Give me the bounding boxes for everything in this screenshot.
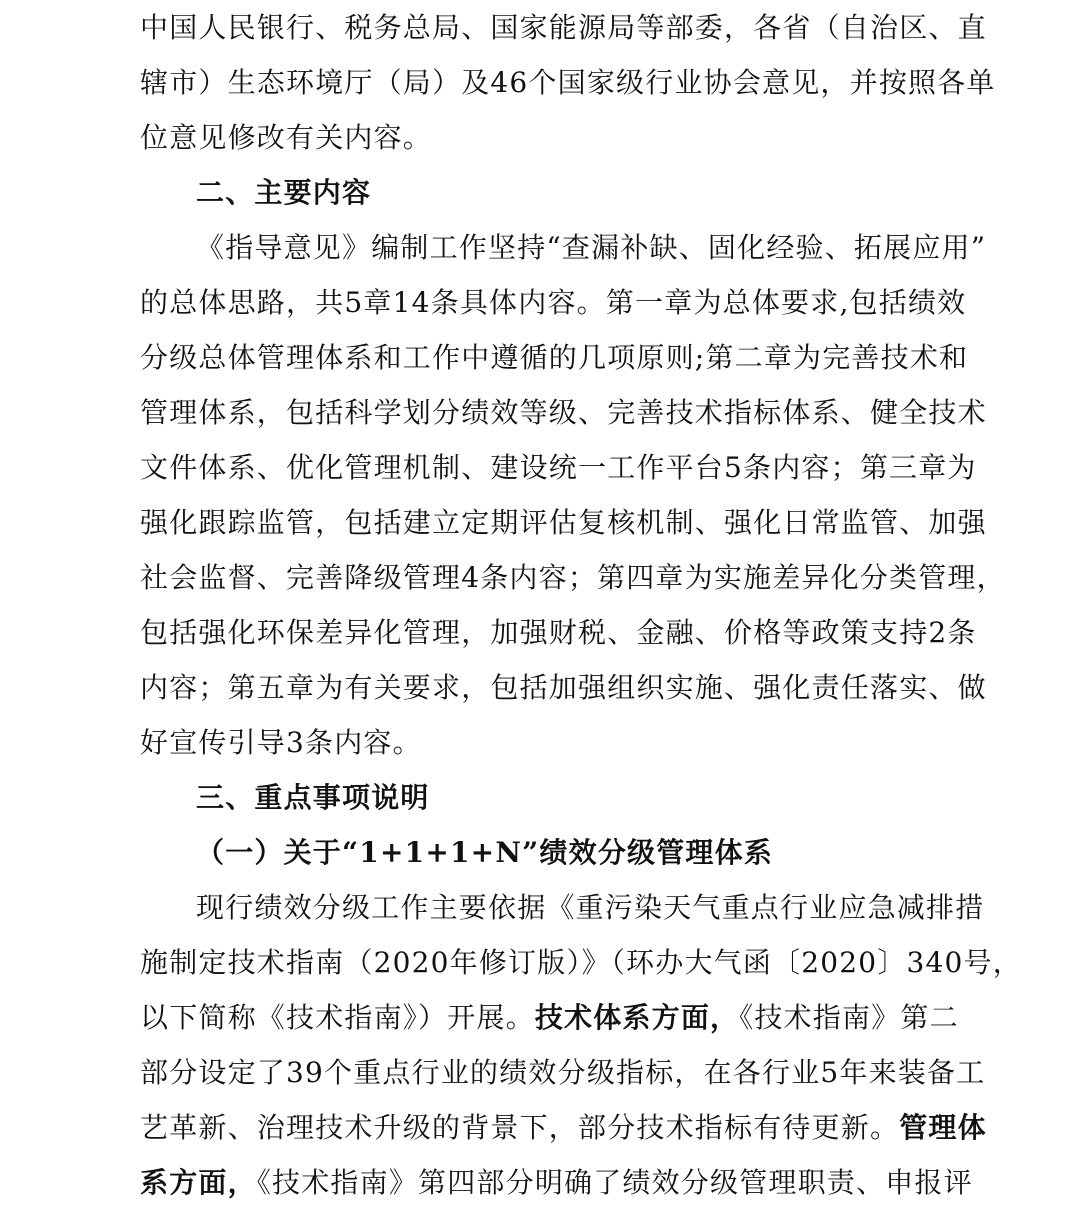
section3-line-4: 部分设定了39个重点行业的绩效分级指标，在各行业5年来装备工 xyxy=(140,1056,986,1089)
section3-line-1: 现行绩效分级工作主要依据《重污染天气重点行业应急减排措 xyxy=(196,891,985,924)
section2-line-7: 社会监督、完善降级管理4条内容；第四章为实施差异化分类管理， xyxy=(140,561,1006,594)
section3-line-5-bold: 管理体 xyxy=(899,1111,987,1144)
section-heading-key-matters: 三、重点事项说明 xyxy=(196,781,430,814)
section2-line-6: 强化跟踪监管，包括建立定期评估复核机制、强化日常监管、加强 xyxy=(140,506,987,539)
section2-line-5: 文件体系、优化管理机制、建设统一工作平台5条内容；第三章为 xyxy=(140,451,977,484)
section3-line-6 xyxy=(140,1155,973,1210)
section3-line-6-part-b: 《技术指南》第四部分明确了绩效分级管理职责、申报评 xyxy=(256,1166,973,1199)
section2-line-4: 管理体系，包括科学划分绩效等级、完善技术指标体系、健全技术 xyxy=(140,396,987,429)
section2-line-2: 的总体思路，共5章14条具体内容。第一章为总体要求,包括绩效 xyxy=(140,286,967,319)
section3-line-3-part-b: 《技术指南》第二 xyxy=(739,1001,959,1034)
section2-line-8: 包括强化环保差异化管理，加强财税、金融、价格等政策支持2条 xyxy=(140,616,977,649)
intro-line-2: 辖市）生态环境厅（局）及46个国家级行业协会意见，并按照各单 xyxy=(140,66,996,99)
section3-line-5 xyxy=(140,1100,987,1155)
section-heading-main-content: 二、主要内容 xyxy=(196,176,372,209)
section3-line-5-part-a: 艺革新、治理技术升级的背景下，部分技术指标有待更新。 xyxy=(140,1111,900,1144)
section2-line-9: 内容；第五章为有关要求，包括加强组织实施、强化责任落实、做 xyxy=(140,671,987,704)
intro-line-3: 位意见修改有关内容。 xyxy=(140,121,433,154)
intro-line-1: 中国人民银行、税务总局、国家能源局等部委，各省（自治区、直 xyxy=(140,11,987,44)
section3-line-2: 施制定技术指南（2020年修订版）》（环办大气函〔2020〕340号， xyxy=(140,946,1022,979)
subsection-heading-1: （一）关于“1+1+1+N”绩效分级管理体系 xyxy=(196,836,774,869)
section3-line-3 xyxy=(140,990,959,1045)
section2-line-1: 《指导意见》编制工作坚持“查漏补缺、固化经验、拓展应用” xyxy=(196,231,987,264)
section2-line-3: 分级总体管理体系和工作中遵循的几项原则;第二章为完善技术和 xyxy=(140,341,969,374)
section2-line-10: 好宣传引导3条内容。 xyxy=(140,726,422,759)
section3-line-3-bold: 技术体系方面， xyxy=(534,1001,740,1034)
section3-line-3-part-a: 以下简称《技术指南》）开展。 xyxy=(140,1001,535,1034)
section3-line-6-bold: 系方面， xyxy=(140,1166,257,1199)
